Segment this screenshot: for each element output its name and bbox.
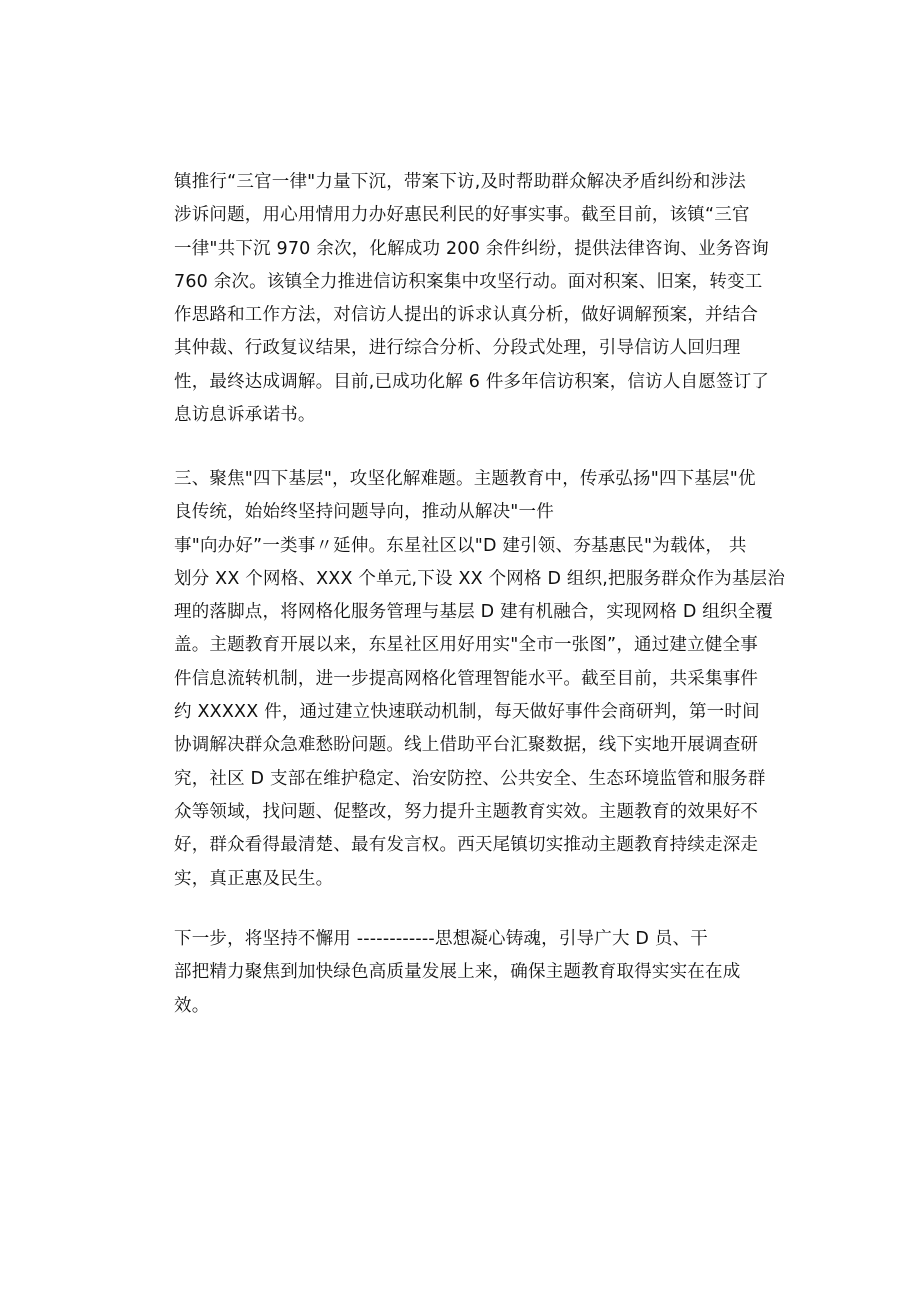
- text-line: 效。: [174, 995, 210, 1016]
- text-line: 部把精力聚焦到加快绿色高质量发展上来，确保主题教育取得实实在在成: [174, 962, 741, 983]
- text-line: 划分 XX 个网格、XXX 个单元,下设 XX 个网格 D 组织,把服务群众作为基层治: [174, 568, 786, 589]
- paragraph-1: [174, 166, 770, 432]
- text-line: 其仲裁、行政复议结果，进行综合分析、分段式处理，引导信访人回归理: [174, 338, 741, 359]
- text-line: 好，群众看得最清楚、最有发言权。西天尾镇切实推动主题教育持续走深走: [174, 835, 759, 856]
- text-line: 息访息诉承诺书。: [174, 405, 316, 426]
- text-line: 盖。主题教育开展以来，东星社区用好用实"全市一张图”，通过建立健全事: [174, 635, 758, 656]
- text-line: 众等领域，找问题、促整改，努力提升主题教育实效。主题教育的效果好不: [174, 801, 759, 822]
- text-line: 约 XXXXX 件，通过建立快速联动机制，每天做好事件会商研判，第一时间: [174, 702, 760, 723]
- text-line: 究，社区 D 支部在维护稳定、治安防控、公共安全、生态环境监管和服务群: [174, 768, 766, 789]
- text-line: 760 余次。该镇全力推进信访积案集中攻坚行动。面对积案、旧案，转变工: [174, 271, 763, 292]
- text-line: 理的落脚点，将网格化服务管理与基层 D 建有机融合，实现网格 D 组织全覆: [174, 602, 774, 623]
- text-line: 作思路和工作方法，对信访人提出的诉求认真分析，做好调解预案，并结合: [174, 305, 759, 326]
- paragraph-2: [174, 463, 786, 896]
- text-line: 协调解决群众急难愁盼问题。线上借助平台汇聚数据，线下实地开展调查研: [174, 735, 759, 756]
- text-line: 三、聚焦"四下基层"，攻坚化解难题。主题教育中，传承弘扬"四下基层"优: [174, 469, 756, 489]
- text-line: 镇推行“三官一律"力量下沉，带案下访,及时帮助群众解决矛盾纠纷和涉法: [174, 172, 746, 192]
- text-line: 性，最终达成调解。目前,已成功化解 6 件多年信访积案，信访人自愿签订了: [174, 371, 770, 392]
- text-line: 一律"共下沉 970 余次，化解成功 200 余件纠纷，提供法律咨询、业务咨询: [174, 238, 769, 259]
- text-line: 良传统，始始终坚持问题导向，推动从解决"一件: [174, 502, 554, 523]
- text-line: 实，真正惠及民生。: [174, 868, 334, 889]
- text-line: 事"向办好”一类事〃延伸。东星社区以"D 建引领、夯基惠民"为载体， 共: [174, 535, 747, 556]
- text-line: 件信息流转机制，进一步提高网格化管理智能水平。截至目前，共采集事件: [174, 668, 759, 689]
- text-line: 下一步，将坚持不懈用 ------------思想凝心铸魂，引导广大 D 员、干: [174, 929, 708, 949]
- paragraph-3: [174, 923, 754, 1023]
- text-line: 涉诉问题，用心用情用力办好惠民利民的好事实事。截至目前，该镇“三官: [174, 205, 750, 226]
